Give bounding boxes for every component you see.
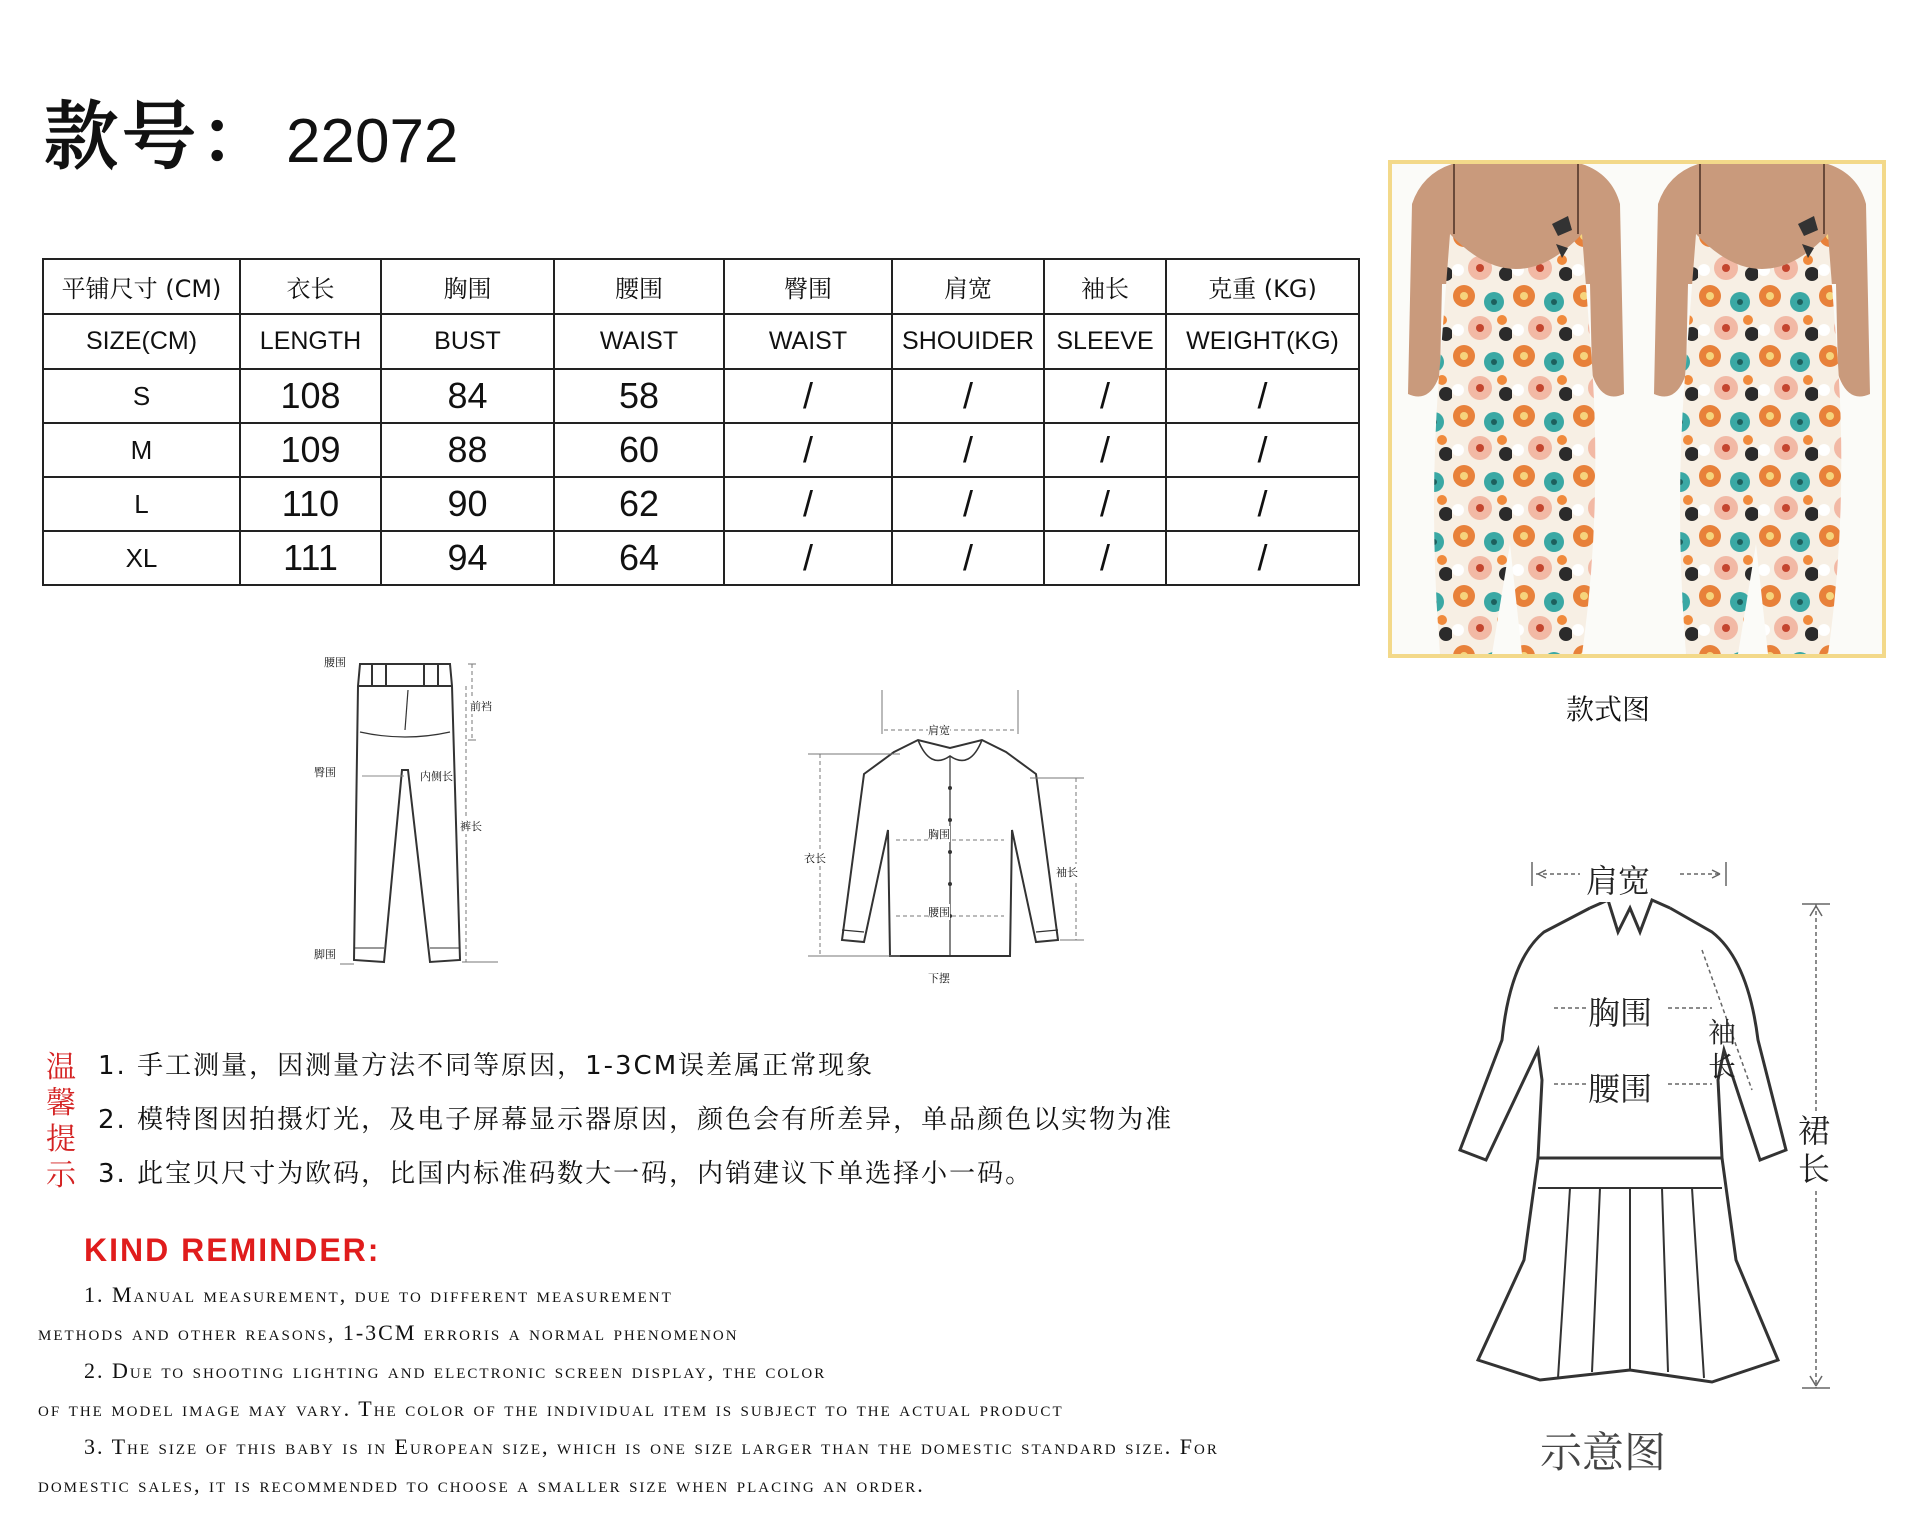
kind-reminder-line: of the model image may vary. The color of the individual item is subject to the actual product bbox=[38, 1396, 1064, 1421]
kind-reminder-line: 3. The size of this baby is in European size, which is one size larger than the domestic standard size. For bbox=[84, 1434, 1219, 1459]
table-cell: / bbox=[1044, 531, 1166, 585]
shirt-label-sleeve: 袖长 bbox=[1056, 866, 1078, 879]
kind-reminder-line: 2. Due to shooting lighting and electronic screen display, the color bbox=[84, 1358, 827, 1383]
header-cell: 平铺尺寸 (CM) bbox=[43, 259, 240, 314]
header-cell: 袖长 bbox=[1044, 259, 1166, 314]
style-number-title bbox=[44, 78, 458, 184]
header-cell: WEIGHT(KG) bbox=[1166, 314, 1359, 369]
tips-vertical-label bbox=[44, 1050, 78, 1194]
size-table bbox=[42, 258, 1360, 586]
header-cell: 臀围 bbox=[724, 259, 892, 314]
tips-char: 示 bbox=[46, 1158, 76, 1193]
kind-reminder-line: 1. Manual measurement, due to different measurement bbox=[84, 1282, 673, 1307]
table-cell: 84 bbox=[381, 369, 554, 423]
header-cell: SIZE(CM) bbox=[43, 314, 240, 369]
dress-label-bust: 胸围 bbox=[1588, 988, 1652, 1034]
table-row bbox=[43, 531, 1359, 585]
tip-item: 3. 此宝贝尺寸为欧码，比国内标准码数大一码，内销建议下单选择小一码。 bbox=[98, 1159, 1034, 1189]
dress-label-skirt-length: 裙长 bbox=[1798, 1112, 1834, 1188]
pants-label-leg-opening: 脚围 bbox=[314, 948, 336, 961]
kind-reminder-body bbox=[38, 1278, 1398, 1506]
table-cell: / bbox=[1166, 477, 1359, 531]
dress-label-sleeve: 袖长 bbox=[1708, 1016, 1737, 1083]
table-cell: 108 bbox=[240, 369, 381, 423]
size-cell: M bbox=[43, 423, 240, 477]
table-cell: 94 bbox=[381, 531, 554, 585]
table-cell: 111 bbox=[240, 531, 381, 585]
photo-caption: 款式图 bbox=[1566, 693, 1651, 726]
shirt-diagram bbox=[800, 690, 1100, 990]
header-cell: 腰围 bbox=[554, 259, 724, 314]
shirt-label-length: 衣长 bbox=[804, 852, 826, 865]
table-cell: / bbox=[724, 369, 892, 423]
dress-label-waist: 腰围 bbox=[1588, 1064, 1652, 1110]
size-cell: XL bbox=[43, 531, 240, 585]
shirt-label-waist: 腰围 bbox=[928, 906, 950, 919]
table-cell: 110 bbox=[240, 477, 381, 531]
tips-char: 温 bbox=[46, 1050, 76, 1085]
header-cell: WAIST bbox=[554, 314, 724, 369]
table-cell: / bbox=[892, 369, 1044, 423]
header-cell: 克重 (KG) bbox=[1166, 259, 1359, 314]
kind-reminder-title: KIND REMINDER: bbox=[84, 1232, 381, 1268]
table-cell: / bbox=[724, 423, 892, 477]
header-cell: 肩宽 bbox=[892, 259, 1044, 314]
table-cell: 88 bbox=[381, 423, 554, 477]
shirt-label-shoulder: 肩宽 bbox=[928, 724, 950, 737]
table-cell: 64 bbox=[554, 531, 724, 585]
shirt-label-chest: 胸围 bbox=[928, 828, 950, 841]
dress-diagram bbox=[1440, 840, 1840, 1400]
table-row bbox=[43, 477, 1359, 531]
pants-label-inseam: 内侧长 bbox=[420, 770, 453, 783]
header-cell: WAIST bbox=[724, 314, 892, 369]
table-cell: / bbox=[1166, 531, 1359, 585]
style-number-value: 22072 bbox=[286, 107, 459, 176]
table-cell: 62 bbox=[554, 477, 724, 531]
tip-item: 1. 手工测量，因测量方法不同等原因，1-3CM误差属正常现象 bbox=[98, 1051, 875, 1081]
pants-label-hip: 臀围 bbox=[314, 766, 336, 779]
header-cell: LENGTH bbox=[240, 314, 381, 369]
tips-list bbox=[98, 1048, 1173, 1210]
shirt-label-hem: 下摆 bbox=[928, 972, 950, 985]
dress-drawing bbox=[1440, 840, 1840, 1400]
table-cell: / bbox=[724, 531, 892, 585]
table-header-chinese bbox=[43, 259, 1359, 314]
table-row bbox=[43, 369, 1359, 423]
pants-diagram bbox=[300, 650, 520, 980]
table-cell: / bbox=[1166, 369, 1359, 423]
kind-reminder-line: methods and other reasons, 1-3CM erroris a normal phenomenon bbox=[38, 1320, 739, 1345]
kind-reminder-line: domestic sales, it is recommended to choose a smaller size when placing an order. bbox=[38, 1472, 925, 1497]
table-cell: / bbox=[892, 423, 1044, 477]
header-cell: 衣长 bbox=[240, 259, 381, 314]
header-cell: SHOUIDER bbox=[892, 314, 1044, 369]
table-header-english bbox=[43, 314, 1359, 369]
table-cell: 58 bbox=[554, 369, 724, 423]
header-cell: BUST bbox=[381, 314, 554, 369]
shirt-drawing bbox=[800, 690, 1100, 990]
table-cell: / bbox=[1044, 369, 1166, 423]
table-cell: / bbox=[892, 477, 1044, 531]
table-cell: / bbox=[1044, 423, 1166, 477]
table-cell: / bbox=[892, 531, 1044, 585]
table-cell: 60 bbox=[554, 423, 724, 477]
pants-label-waist-top: 腰围 bbox=[324, 656, 346, 669]
tips-char: 提 bbox=[46, 1122, 76, 1157]
table-cell: 90 bbox=[381, 477, 554, 531]
table-row bbox=[43, 423, 1359, 477]
table-cell: / bbox=[724, 477, 892, 531]
product-photo bbox=[1388, 160, 1886, 658]
header-cell: SLEEVE bbox=[1044, 314, 1166, 369]
tips-char: 馨 bbox=[46, 1086, 76, 1121]
pants-label-length: 裤长 bbox=[460, 820, 482, 833]
product-photo-image bbox=[1392, 164, 1882, 654]
pants-label-front-rise: 前裆 bbox=[470, 700, 492, 713]
table-cell: / bbox=[1166, 423, 1359, 477]
style-number-label: 款号： bbox=[44, 94, 278, 180]
size-cell: L bbox=[43, 477, 240, 531]
header-cell: 胸围 bbox=[381, 259, 554, 314]
size-cell: S bbox=[43, 369, 240, 423]
table-cell: / bbox=[1044, 477, 1166, 531]
tip-item: 2. 模特图因拍摄灯光，及电子屏幕显示器原因，颜色会有所差异，单品颜色以实物为准 bbox=[98, 1105, 1174, 1135]
dress-caption: 示意图 bbox=[1540, 1428, 1667, 1477]
table-cell: 109 bbox=[240, 423, 381, 477]
dress-label-shoulder: 肩宽 bbox=[1586, 856, 1650, 902]
